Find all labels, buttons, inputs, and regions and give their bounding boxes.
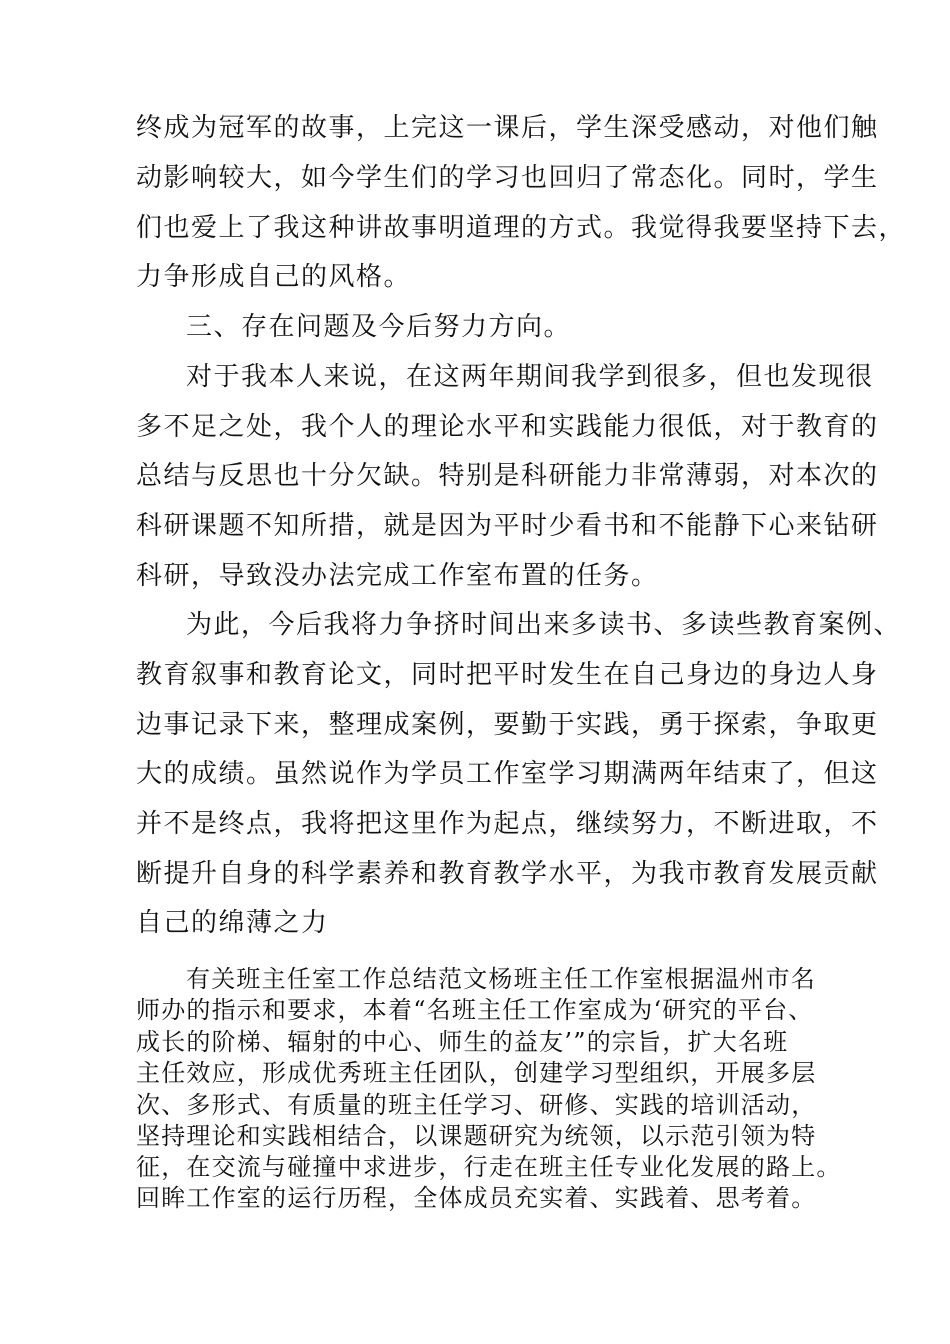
text-line: 主任效应，形成优秀班主任团队，创建学习型组织，开展多层	[136, 1059, 817, 1087]
text-line: 断提升自身的科学素养和教育教学水平，为我市教育发展贡献	[136, 859, 879, 889]
text-line: 教育叙事和教育论文，同时把平时发生在自己身边的身边人身	[136, 660, 879, 690]
text-line: 动影响较大，如今学生们的学习也回归了常态化。同时，学生	[136, 163, 879, 193]
text-line: 为此，今后我将力争挤时间出来多读书、多读些教育案例、	[186, 610, 902, 640]
text-line: 们也爱上了我这种讲故事明道理的方式。我觉得我要坚持下去，	[136, 213, 907, 243]
section-heading: 三、存在问题及今后努力方向。	[186, 312, 572, 342]
text-line: 多不足之处，我个人的理论水平和实践能力很低，对于教育的	[136, 412, 879, 442]
text-line: 有关班主任室工作总结范文杨班主任工作室根据温州市名	[186, 965, 816, 993]
text-line: 次、多形式、有质量的班主任学习、研修、实践的培训活动，	[136, 1091, 817, 1119]
text-line: 回眸工作室的运行历程，全体成员充实着、实践着、思考着。	[136, 1184, 817, 1212]
text-line: 师办的指示和要求，本着“名班主任工作室成为‘研究的平台、	[136, 996, 814, 1024]
text-line: 总结与反思也十分欠缺。特别是科研能力非常薄弱，对本次的	[136, 461, 879, 491]
text-line: 科研，导致没办法完成工作室布置的任务。	[136, 561, 659, 591]
text-line: 并不是终点，我将把这里作为起点，继续努力，不断进取，不	[136, 809, 879, 839]
text-line: 科研课题不知所措，就是因为平时少看书和不能静下心来钻研	[136, 511, 879, 541]
text-line: 大的成绩。虽然说作为学员工作室学习期满两年结束了，但这	[136, 759, 879, 789]
text-line: 自己的绵薄之力	[136, 908, 329, 938]
text-line: 坚持理论和实践相结合，以课题研究为统领，以示范引领为特	[136, 1122, 817, 1150]
text-line: 成长的阶梯、辐射的中心、师生的益友’”的宗旨，扩大名班	[136, 1028, 789, 1056]
text-line: 对于我本人来说，在这两年期间我学到很多，但也发现很	[186, 362, 874, 392]
text-line: 力争形成自己的风格。	[136, 262, 412, 292]
text-line: 征，在交流与碰撞中求进步，行走在班主任专业化发展的路上。	[136, 1153, 842, 1181]
text-line: 终成为冠军的故事，上完这一课后，学生深受感动，对他们触	[136, 113, 879, 143]
text-line: 边事记录下来，整理成案例，要勤于实践，勇于探索，争取更	[136, 710, 879, 740]
